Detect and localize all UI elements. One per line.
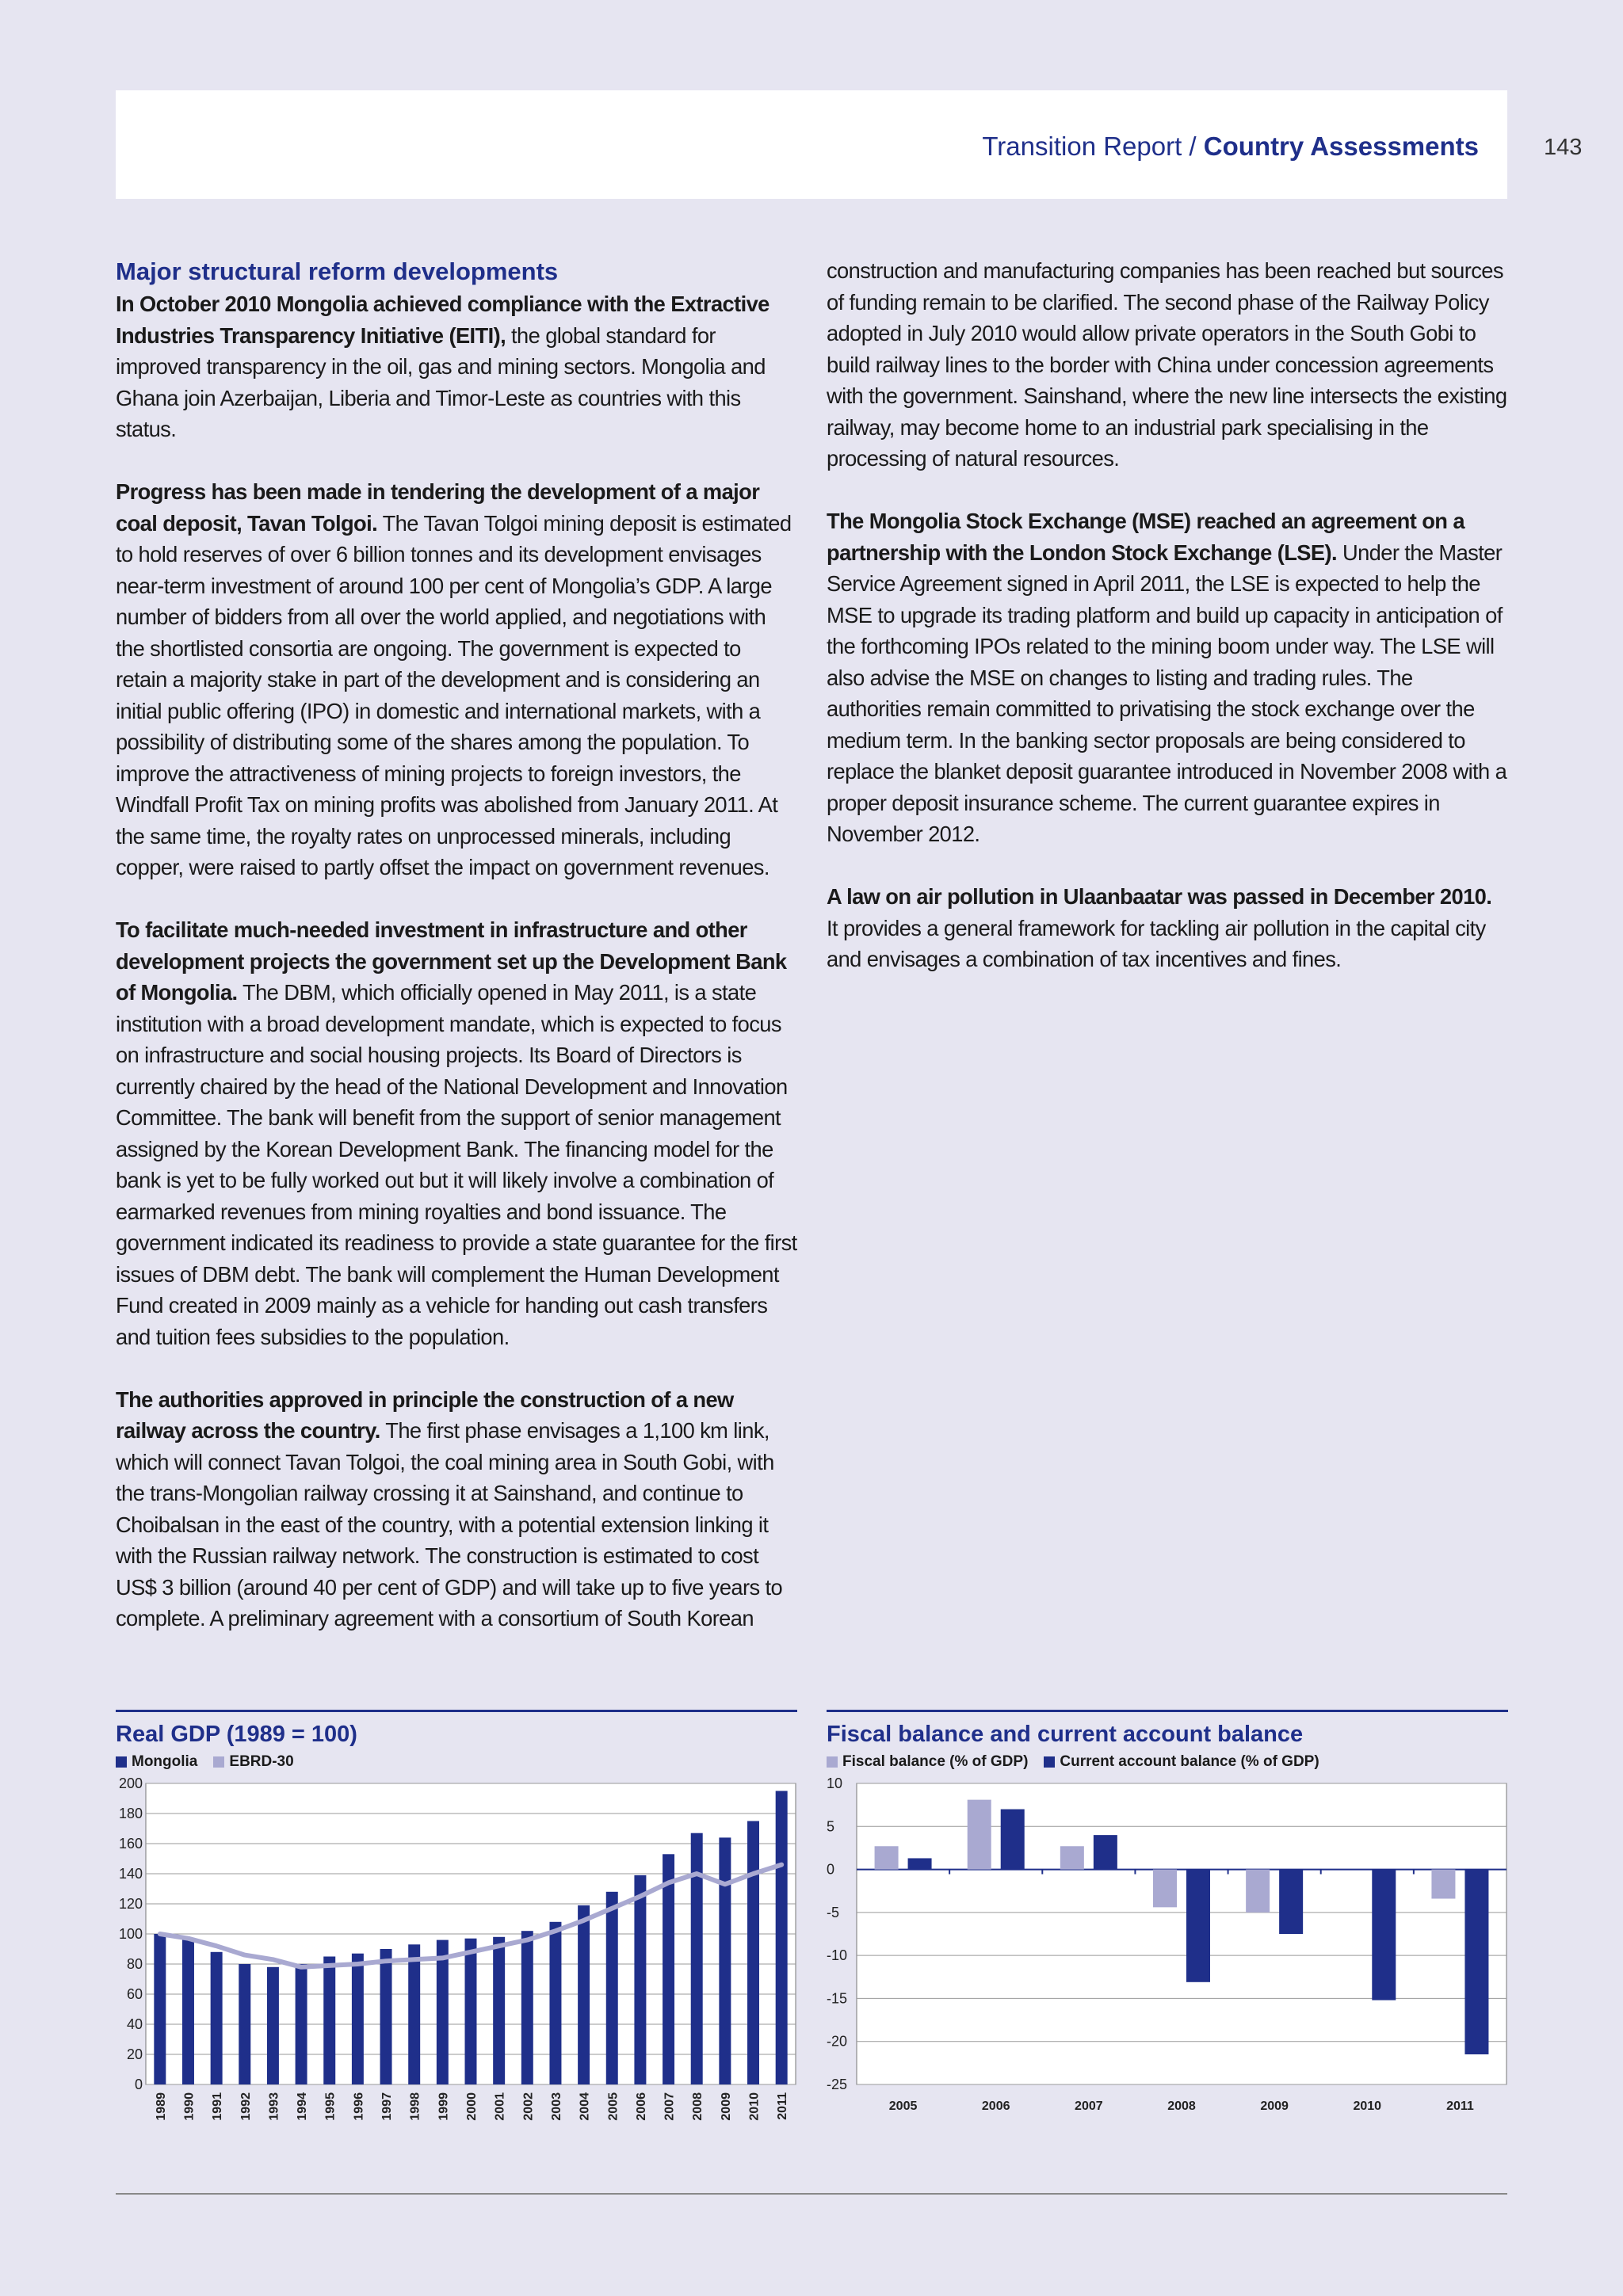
- bar-current-account: [1372, 1870, 1396, 2000]
- x-tick-label: 2005: [606, 2092, 621, 2121]
- chart-legend: [116, 1753, 797, 1771]
- bar-mongolia: [380, 1949, 392, 2084]
- chart-top-rule: [827, 1710, 1508, 1712]
- y-tick-label: 140: [118, 1866, 143, 1882]
- y-tick-label: 80: [126, 1956, 143, 1972]
- paragraph: [827, 881, 1508, 975]
- page-number: 143: [1544, 135, 1583, 160]
- bar-mongolia: [578, 1905, 590, 2084]
- x-tick-label: 2011: [776, 2092, 790, 2120]
- bar-mongolia: [549, 1922, 561, 2084]
- legend-label: EBRD-30: [229, 1753, 294, 1770]
- bar-mongolia: [408, 1944, 420, 2084]
- y-tick-label: 5: [827, 1818, 835, 1835]
- bar-mongolia: [323, 1957, 335, 2085]
- paragraph-lead: Progress has been made in tendering the development of a major coal deposit, Tavan Tolgoi.: [116, 479, 760, 536]
- right-column: [827, 255, 1508, 1006]
- x-tick-label: 2007: [1075, 2100, 1103, 2113]
- x-tick-label: 2011: [1446, 2100, 1474, 2113]
- bar-fiscal-balance: [1153, 1870, 1177, 1908]
- x-tick-label: 2009: [719, 2092, 733, 2121]
- running-title: [982, 132, 1479, 162]
- paragraph: [116, 288, 797, 445]
- legend-swatch: [213, 1756, 224, 1768]
- bar-mongolia: [154, 1934, 166, 2084]
- paragraph: [116, 914, 797, 1352]
- bar-fiscal-balance: [1060, 1846, 1084, 1869]
- bar-mongolia: [747, 1821, 759, 2085]
- chart-legend: [827, 1753, 1508, 1771]
- x-tick-label: 2006: [634, 2092, 648, 2121]
- x-tick-label: 2008: [1167, 2100, 1196, 2113]
- y-tick-label: -20: [827, 2033, 848, 2050]
- footer-rule: [116, 2193, 1507, 2195]
- y-tick-label: 200: [118, 1775, 143, 1791]
- x-tick-label: 1994: [296, 2092, 310, 2121]
- paragraph-body: The DBM, which officially opened in May 2011, is a state institution with a broad development mandate, which is expected to focus on infrastructure and social housing projects. Its Board of Directors is currently chaired by the head of the National Development and Innovation Committee. The bank will benefit from the support of senior management assigned by the Korean Development Bank. The financing model for the bank is yet to be fully worked out but it will likely involve a combination of earmarked revenues from mining royalties and bond issuance. The government indicated its readiness to provide a state guarantee for the first issues of DBM debt. The bank will complement the Human Development Fund created in 2009 mainly as a vehicle for handing out cash transfers and tuition fees subsidies to the population.: [116, 980, 797, 1349]
- report-title: Transition Report /: [982, 132, 1204, 161]
- paragraph-lead: To facilitate much-needed investment in infrastructure and other development projects the government set up the Development Bank of Mongolia.: [116, 917, 787, 1005]
- y-tick-label: 100: [118, 1926, 143, 1942]
- paragraph-body: It provides a general framework for tackling air pollution in the capital city and envisages a combination of tax incentives and fines.: [827, 915, 1486, 971]
- bar-current-account: [1094, 1835, 1117, 1869]
- x-tick-label: 1998: [408, 2092, 422, 2121]
- x-tick-label: 1995: [323, 2092, 338, 2121]
- paragraph-lead: In October 2010 Mongolia achieved compliance with the Extractive Industries Transparency Initiative (EITI),: [116, 292, 769, 348]
- paragraph: [116, 476, 797, 883]
- bar-current-account: [1465, 1870, 1488, 2054]
- gdp-chart: [116, 1775, 797, 2140]
- y-tick-label: 160: [118, 1836, 143, 1852]
- bar-fiscal-balance: [875, 1846, 899, 1869]
- bar-mongolia: [239, 1964, 250, 2084]
- bar-mongolia: [352, 1954, 364, 2084]
- y-tick-label: 20: [126, 2046, 143, 2062]
- paragraph-body: the global standard for improved transparency in the oil, gas and mining sectors. Mongolia and Ghana join Azerbaijan, Liberia and Timor-Leste as countries with this status.: [116, 322, 766, 441]
- bar-mongolia: [465, 1939, 477, 2084]
- paragraph: [116, 1384, 797, 1634]
- paragraph-body: The first phase envisages a 1,100 km link, which will connect Tavan Tolgoi, the coal mining area in South Gobi, with the trans-Mongolian railway crossing it at Sainshand, and continue to Choibalsan in the east of the country, with a potential extension linking it with the Russian railway network. The construction is estimated to cost US$ 3 billion (around 40 per cent of GDP) and will take up to five years to complete. A preliminary agreement with a consortium of South Korean: [116, 1418, 783, 1630]
- page-header: [116, 90, 1507, 199]
- bar-mongolia: [634, 1875, 646, 2084]
- x-tick-label: 2007: [663, 2092, 677, 2121]
- y-tick-label: -5: [827, 1904, 840, 1920]
- legend-label: Fiscal balance (% of GDP): [842, 1753, 1029, 1770]
- legend-item: [1044, 1753, 1319, 1771]
- paragraph-body: Under the Master Service Agreement signed in April 2011, the LSE is expected to help the MSE to upgrade its trading platform and build up capacity in anticipation of the forthcoming IPOs related to the mining boom under way. The LSE will also advise the MSE on changes to listing and trading rules. The authorities remain committed to privatising the stock exchange over the medium term. In the banking sector proposals are being considered to replace the blanket deposit guarantee introduced in November 2008 with a proper deposit insurance scheme. The current guarantee expires in November 2012.: [827, 540, 1507, 846]
- legend-swatch: [827, 1756, 838, 1768]
- bar-mongolia: [776, 1791, 788, 2085]
- paragraph-lead: The Mongolia Stock Exchange (MSE) reached an agreement on a partnership with the London Stock Exchange (LSE).: [827, 509, 1465, 565]
- x-tick-label: 2003: [549, 2092, 563, 2121]
- plot-area: [857, 1783, 1507, 2084]
- bar-mongolia: [719, 1837, 731, 2084]
- bar-mongolia: [267, 1967, 279, 2084]
- legend-label: Mongolia: [132, 1753, 198, 1770]
- x-tick-label: 2004: [578, 2092, 592, 2121]
- bar-current-account: [1001, 1810, 1025, 1870]
- bar-current-account: [1186, 1870, 1210, 1982]
- paragraph-body: The Tavan Tolgoi mining deposit is estimated to hold reserves of over 6 billion tonnes and its development envisages near-term investment of around 100 per cent of Mongolia’s GDP. A large number of bidders from all over the world applied, and negotiations with the shortlisted consortia are ongoing. The government is expected to retain a majority stake in part of the development and is considering an initial public offering (IPO) in domestic and international markets, with a possibility of distributing some of the shares among the population. To improve the attractiveness of mining projects to foreign investors, the Windfall Profit Tax on mining profits was abolished from January 2011. At the same time, the royalty rates on unprocessed minerals, including copper, were raised to partly offset the impact on government revenues.: [116, 510, 792, 879]
- paragraph: [827, 505, 1508, 850]
- section-heading: Major structural reform developments: [116, 257, 559, 285]
- chart-top-rule: [116, 1710, 797, 1712]
- paragraph-body: construction and manufacturing companies has been reached but sources of funding remain to be clarified. The second phase of the Railway Policy adopted in July 2010 would allow private operators in the South Gobi to build railway lines to the border with China under concession agreements with the government. Sainshand, where the new line intersects the existing railway, may become home to an industrial park specialising in the processing of natural resources.: [827, 258, 1507, 471]
- y-tick-label: -25: [827, 2077, 848, 2092]
- bar-fiscal-balance: [1246, 1870, 1270, 1913]
- x-tick-label: 2001: [493, 2092, 507, 2121]
- bar-mongolia: [296, 1964, 307, 2084]
- x-tick-label: 2002: [521, 2092, 536, 2121]
- paragraph-lead: A law on air pollution in Ulaanbaatar was passed in December 2010.: [827, 884, 1492, 909]
- x-tick-label: 1996: [352, 2092, 366, 2121]
- x-tick-label: 1990: [182, 2092, 197, 2121]
- bar-current-account: [1279, 1870, 1303, 1934]
- x-tick-label: 2009: [1260, 2100, 1289, 2113]
- bar-mongolia: [182, 1939, 194, 2084]
- bar-mongolia: [606, 1892, 618, 2084]
- legend-swatch: [116, 1756, 127, 1768]
- x-tick-label: 2005: [888, 2100, 918, 2113]
- section-title: Country Assessments: [1203, 132, 1479, 161]
- paragraph-lead: The authorities approved in principle the construction of a new railway across the country.: [116, 1386, 734, 1443]
- x-tick-label: 1993: [267, 2092, 281, 2121]
- x-tick-label: 2010: [1353, 2100, 1382, 2113]
- bar-mongolia: [521, 1931, 533, 2084]
- bar-fiscal-balance: [968, 1800, 991, 1870]
- x-tick-label: 1997: [380, 2092, 395, 2121]
- y-tick-label: 0: [827, 1861, 835, 1878]
- x-tick-label: 2000: [465, 2092, 479, 2121]
- bar-current-account: [908, 1858, 932, 1869]
- balance-chart-block: [827, 1710, 1508, 2140]
- bar-mongolia: [493, 1937, 505, 2084]
- y-tick-label: 40: [126, 2016, 143, 2032]
- paragraph: [827, 255, 1508, 475]
- x-tick-label: 1999: [437, 2092, 451, 2121]
- bar-mongolia: [437, 1940, 449, 2084]
- bar-mongolia: [691, 1833, 703, 2084]
- x-tick-label: 1992: [239, 2092, 253, 2121]
- y-tick-label: 60: [126, 1986, 143, 2002]
- legend-label: Current account balance (% of GDP): [1060, 1753, 1319, 1770]
- y-tick-label: 0: [134, 2077, 143, 2092]
- x-tick-label: 2010: [747, 2092, 762, 2121]
- balance-chart: [827, 1775, 1508, 2140]
- y-tick-label: -10: [827, 1947, 848, 1964]
- chart-title: Fiscal balance and current account balance: [827, 1722, 1304, 1747]
- x-tick-label: 1989: [154, 2092, 168, 2121]
- bar-mongolia: [663, 1854, 674, 2084]
- x-tick-label: 1991: [211, 2092, 225, 2121]
- y-tick-label: -15: [827, 1990, 848, 2007]
- gdp-chart-block: [116, 1710, 797, 2140]
- legend-item: [213, 1753, 293, 1771]
- x-tick-label: 2008: [691, 2092, 705, 2121]
- x-tick-label: 2006: [981, 2100, 1010, 2113]
- y-tick-label: 10: [827, 1775, 843, 1791]
- legend-item: [827, 1753, 1028, 1771]
- left-column: [116, 255, 797, 1665]
- y-tick-label: 180: [118, 1806, 143, 1821]
- legend-item: [116, 1753, 197, 1771]
- chart-title: Real GDP (1989 = 100): [116, 1722, 357, 1747]
- y-tick-label: 120: [118, 1896, 143, 1912]
- bar-fiscal-balance: [1431, 1870, 1455, 1899]
- bar-mongolia: [211, 1952, 223, 2084]
- legend-swatch: [1044, 1756, 1055, 1768]
